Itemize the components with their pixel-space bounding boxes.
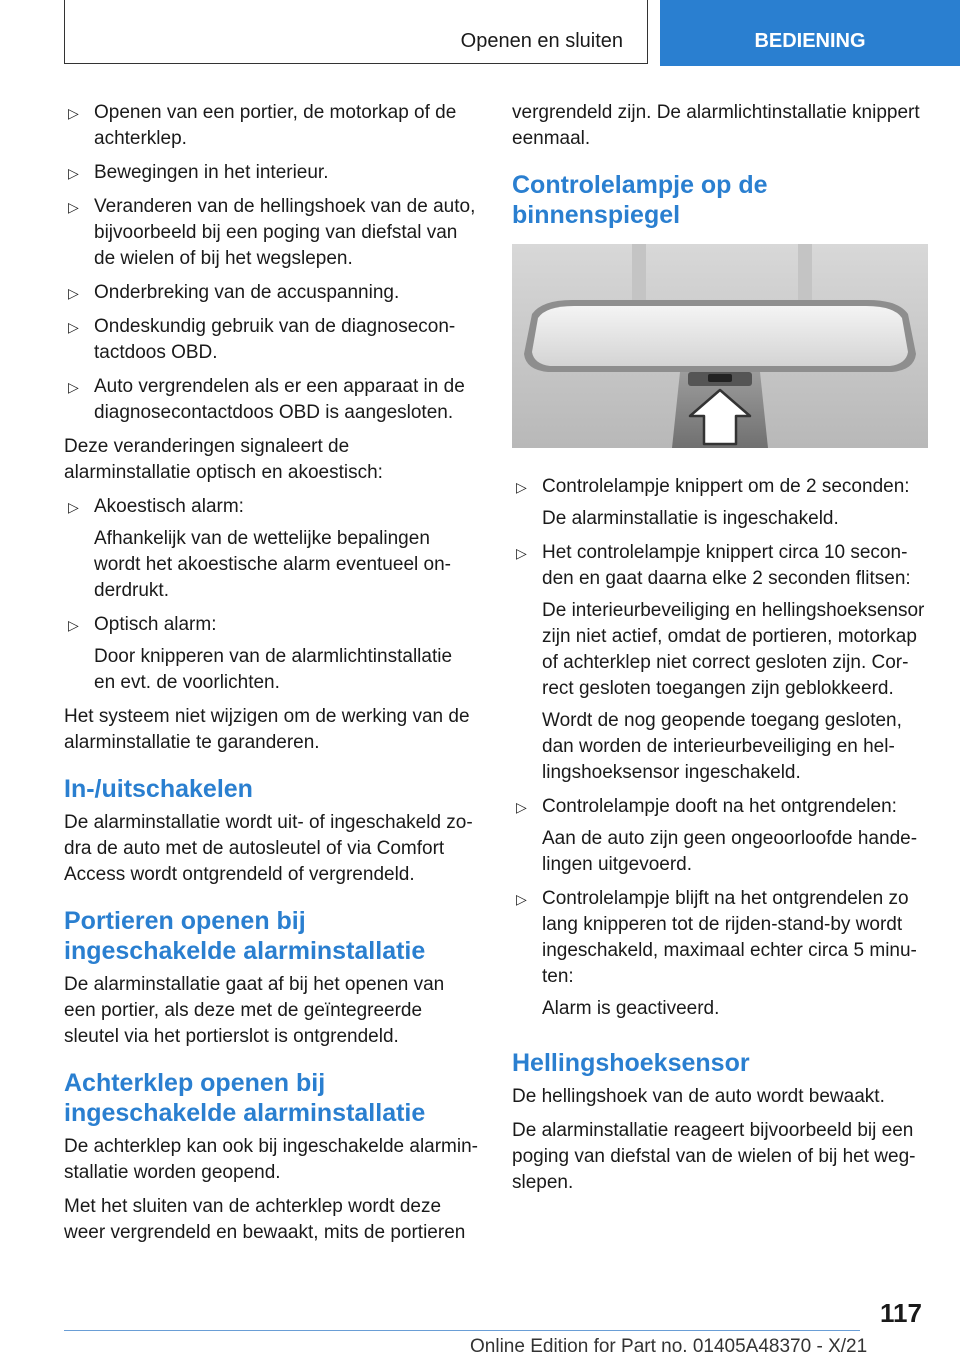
rearview-mirror-illustration — [512, 244, 928, 448]
triangle-bullet-icon: ▷ — [68, 499, 79, 515]
paragraph: vergrendeld zijn. De alarmlichtinstallatie knippert eenmaal. — [512, 102, 920, 149]
heading-switch: In-/uitschakelen — [64, 775, 253, 803]
triangle-bullet-icon: ▷ — [68, 285, 79, 301]
heading-doors: Portieren openen bij ingeschakelde alarminstallatie — [64, 907, 426, 965]
list-item — [512, 886, 928, 1022]
list-item: ▷ Veranderen van de hellingshoek van de auto, bijvoorbeeld bij een poging van diefstal van de wielen of bij het wegslepen. — [68, 196, 476, 269]
list-item-text: Wordt de nog geopende toegang gesloten, dan worden de interieurbeveiliging en hel-lingshoeksensor ingeschakeld. — [542, 710, 902, 783]
footer-text: Online Edition for Part no. 01405A48370 - X/21 — [470, 1336, 868, 1357]
list-item-title: Controlelampje blijft na het ontgrendelen zo lang knipperen tot de rijden-stand-by wordt ingeschakeld, maximaal echter circa 5 minu-ten: — [542, 888, 917, 987]
list-item: ▷ Onderbreking van de accuspanning. — [64, 280, 478, 306]
list-item: ▷ Bewegingen in het interieur. — [64, 160, 478, 186]
list-item-title: Controlelampje knippert om de 2 seconden: — [542, 476, 910, 497]
paragraph: De alarminstallatie gaat af bij het openen van een portier, als deze met de geïntegreerde sleutel via het portierslot is ontgrendeld. — [64, 974, 445, 1047]
paragraph: De achterklep kan ook bij ingeschakelde alarmin-stallatie worden geopend. — [64, 1136, 479, 1183]
list-item-title: Akoestisch alarm: — [94, 496, 244, 517]
triangle-bullet-icon: ▷ — [68, 199, 79, 215]
list-item-text: Afhankelijk van de wettelijke bepalingen wordt het akoestische alarm eventueel on-derdrukt. — [94, 528, 451, 601]
paragraph: Het systeem niet wijzigen om de werking van de alarminstallatie te garanderen. — [64, 706, 470, 753]
list-item — [512, 540, 928, 786]
paragraph: De hellingshoek van de auto wordt bewaakt. — [512, 1086, 885, 1107]
triangle-bullet-icon: ▷ — [68, 379, 79, 395]
paragraph: De alarminstallatie reageert bijvoorbeeld bij een poging van diefstal van de wielen of bij het weg-slepen. — [512, 1120, 916, 1193]
triangle-bullet-icon: ▷ — [68, 319, 79, 335]
header-frame — [64, 0, 648, 64]
triangle-bullet-icon: ▷ — [68, 617, 79, 633]
list-item: ▷ Openen van een portier, de motorkap of de achterklep. — [68, 102, 457, 149]
triangle-bullet-icon: ▷ — [516, 891, 527, 907]
heading-tailgate: Achterklep openen bij ingeschakelde alarminstallatie — [64, 1069, 426, 1127]
heading-lamp: Controlelampje op de binnenspiegel — [512, 171, 768, 229]
triangle-bullet-icon: ▷ — [516, 545, 527, 561]
list-item — [64, 612, 478, 696]
left-column — [64, 100, 478, 1254]
right-column — [512, 100, 928, 1204]
triangle-bullet-icon: ▷ — [516, 479, 527, 495]
heading-tilt: Hellingshoeksensor — [512, 1049, 750, 1077]
list-item-text: De interieurbeveiliging en hellingshoeksensor zijn niet actief, omdat de portieren, motorkap of achterklep niet correct gesloten zijn. Cor-rect gesloten toegangen zijn geblokkeerd. — [542, 600, 925, 699]
list-item: ▷ Ondeskundig gebruik van de diagnosecon-tactdoos OBD. — [68, 316, 456, 363]
list-item: ▷ Auto vergrendelen als er een apparaat in de diagnosecontactdoos OBD is aangesloten. — [68, 376, 465, 423]
triangle-bullet-icon: ▷ — [516, 799, 527, 815]
list-item — [64, 494, 478, 604]
list-item-text: Aan de auto zijn geen ongeoorloofde hande-lingen uitgevoerd. — [542, 828, 918, 875]
list-item-text: Door knipperen van de alarmlichtinstallatie en evt. de voorlichten. — [94, 646, 453, 693]
list-item-title: Het controlelampje knippert circa 10 secon-den en gaat daarna elke 2 seconden flitsen: — [542, 542, 911, 589]
list-item — [512, 794, 928, 878]
paragraph: Deze veranderingen signaleert de alarminstallatie optisch en akoestisch: — [64, 436, 383, 483]
triangle-bullet-icon: ▷ — [68, 165, 79, 181]
chapter-tab: BEDIENING — [660, 0, 960, 66]
section-title: Openen en sluiten — [460, 30, 623, 52]
list-item — [512, 474, 928, 532]
list-item-text: De alarminstallatie is ingeschakeld. — [542, 508, 839, 529]
page-number: 117 — [880, 1298, 922, 1328]
paragraph: Met het sluiten van de achterklep wordt deze weer vergrendeld en bewaakt, mits de portieren — [64, 1196, 466, 1243]
list-item-title: Optisch alarm: — [94, 614, 217, 635]
list-item-text: Alarm is geactiveerd. — [542, 998, 720, 1019]
list-item-title: Controlelampje dooft na het ontgrendelen: — [542, 796, 897, 817]
triangle-bullet-icon: ▷ — [68, 105, 79, 121]
footer-divider — [64, 1330, 860, 1331]
paragraph: De alarminstallatie wordt uit- of ingeschakeld zo-dra de auto met de autosleutel of via Comfort Access wordt ontgrendeld of vergrendeld. — [64, 812, 473, 885]
